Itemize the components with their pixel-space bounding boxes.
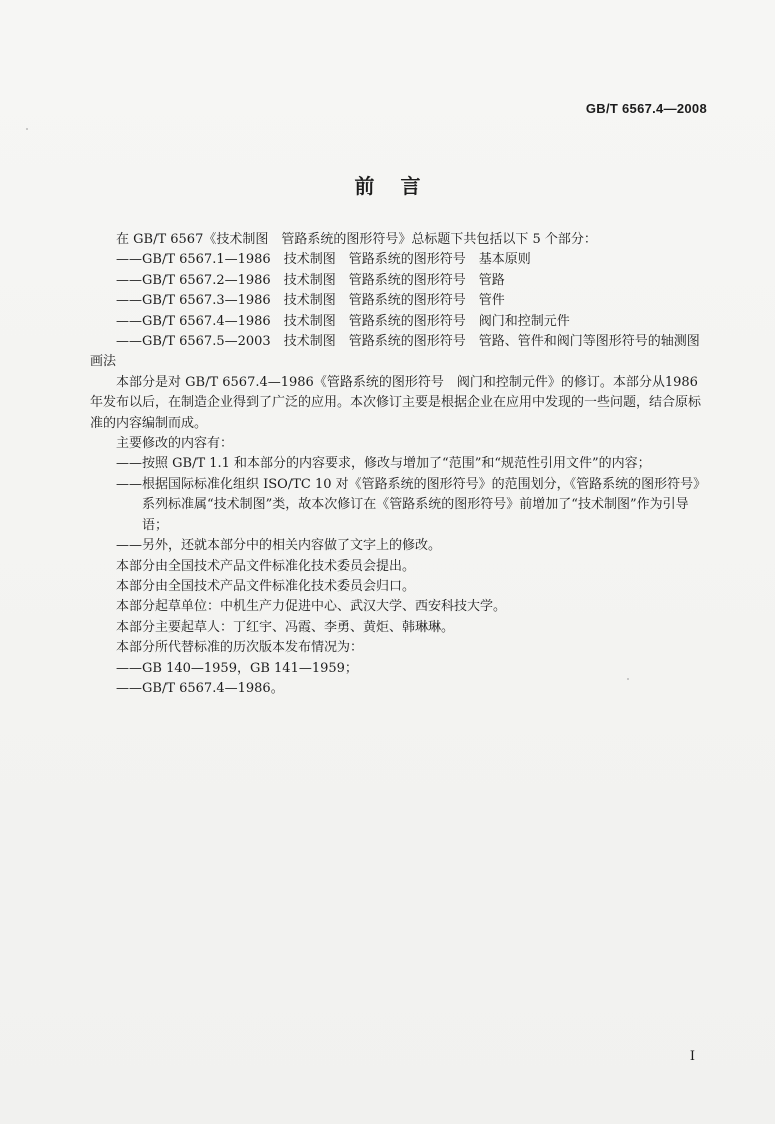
change-item: ——根据国际标准化组织 ISO/TC 10 对《管路系统的图形符号》的范围划分，《管路系统的图形符号》系列标准属“技术制图”类，故本次修订在《管路系统的图形符号》前增加了“技术制图”作为引导语； (116, 476, 707, 533)
changes-heading: 主要修改的内容有： (116, 436, 234, 452)
foreword-body (90, 230, 708, 699)
proposer-paragraph: 本部分由全国技术产品文件标准化技术委员会提出。 (116, 558, 416, 574)
change-item: ——按照 GB/T 1.1 和本部分的内容要求，修改与增加了“范围”和“规范性引用文件”的内容； (116, 456, 651, 472)
part-list-item: ——GB/T 6567.4—1986 技术制图 管路系统的图形符号 阀门和控制元件 (116, 313, 570, 329)
history-item: ——GB 140—1959，GB 141—1959； (116, 660, 358, 676)
revision-paragraph: 本部分是对 GB/T 6567.4—1986《管路系统的图形符号 阀门和控制元件》的修订。本部分从1986 年发布以后，在制造企业得到了广泛的应用。本次修订主要是根据企业在应用中发现的一些问题，结合原标准的内容编制而成。 (90, 374, 702, 431)
standard-code: GB/T 6567.4—2008 (585, 101, 707, 116)
part-list-item: ——GB/T 6567.3—1986 技术制图 管路系统的图形符号 管件 (116, 293, 505, 309)
part-list-item: ——GB/T 6567.2—1986 技术制图 管路系统的图形符号 管路 (116, 272, 505, 288)
intro-paragraph: 在 GB/T 6567《技术制图 管路系统的图形符号》总标题下共包括以下 5 个部分： (116, 232, 597, 247)
drafters-paragraph: 本部分主要起草人：丁红宇、冯霞、李勇、黄炬、韩琳琳。 (116, 619, 455, 635)
part-list-item: ——GB/T 6567.5—2003 技术制图 管路系统的图形符号 管路、管件和阀门等图形符号的轴测图画法 (90, 334, 700, 370)
scan-speck (627, 678, 629, 680)
history-item: ——GB/T 6567.4—1986。 (116, 680, 284, 696)
drafting-units-paragraph: 本部分起草单位：中机生产力促进中心、武汉大学、西安科技大学。 (116, 599, 507, 615)
part-list-item: ——GB/T 6567.1—1986 技术制图 管路系统的图形符号 基本原则 (116, 252, 531, 268)
page-number: I (689, 1049, 695, 1064)
page-title: 前言 (354, 174, 447, 198)
change-item: ——另外，还就本部分中的相关内容做了文字上的修改。 (116, 538, 442, 554)
scan-speck (26, 128, 28, 130)
administrator-paragraph: 本部分由全国技术产品文件标准化技术委员会归口。 (116, 578, 416, 594)
history-heading: 本部分所代替标准的历次版本发布情况为： (116, 640, 364, 656)
